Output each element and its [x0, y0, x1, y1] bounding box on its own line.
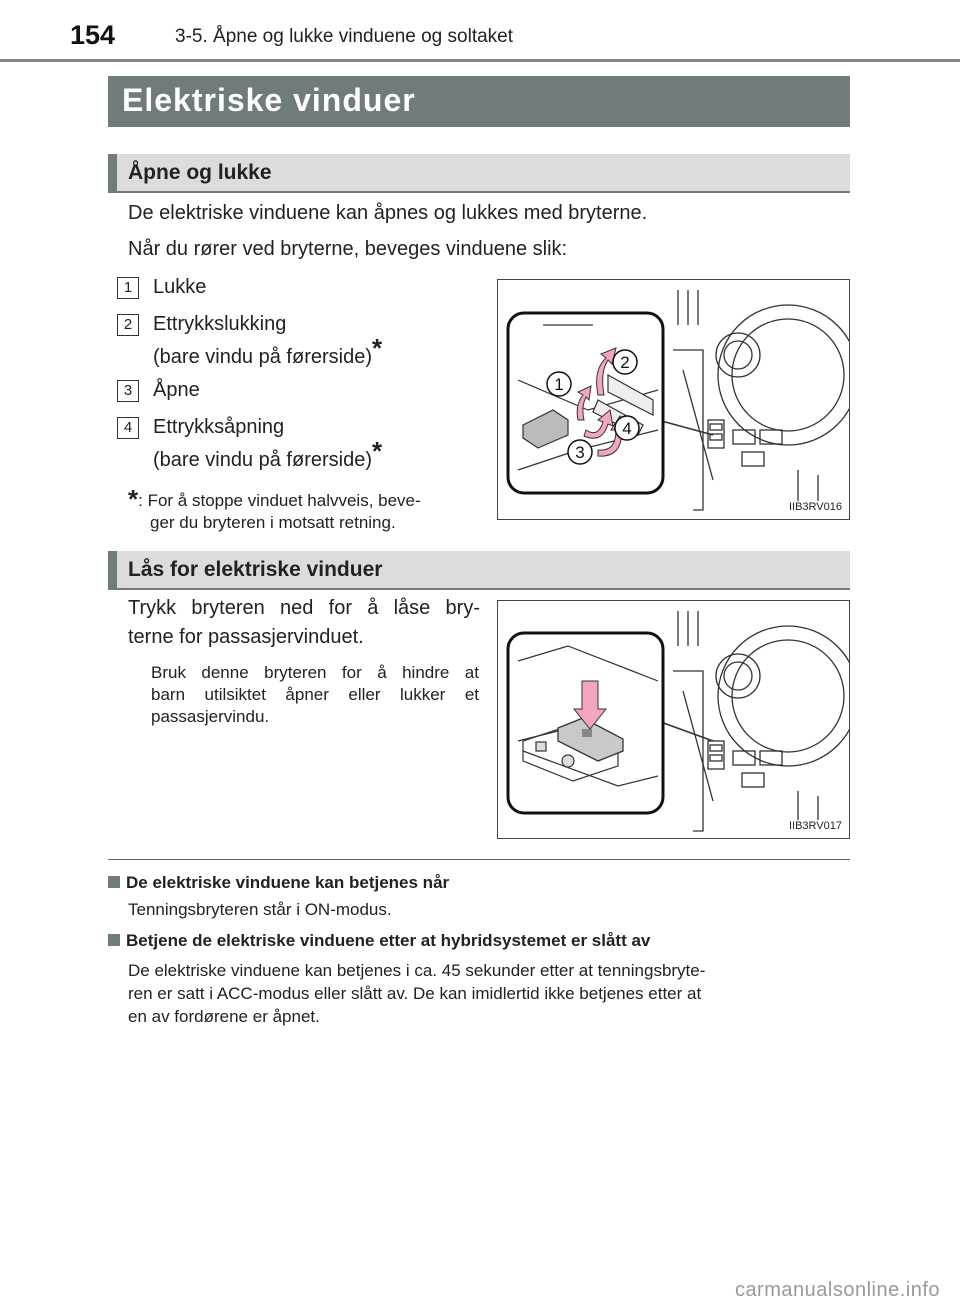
item-number-3: 3 [117, 380, 139, 402]
figure-window-switches [497, 279, 850, 520]
note-1-heading [108, 873, 449, 893]
figure-label-2: 2 [620, 353, 630, 372]
page-number: 154 [70, 20, 116, 50]
figure-label-3: 3 [575, 443, 585, 462]
section2-para-line-2: terne for passasjervinduet. [128, 626, 364, 648]
section2-paragraph [128, 594, 480, 652]
figure-code: IIB3RV016 [788, 501, 842, 513]
note-2-line-3: en av fordørene er åpnet. [128, 1007, 320, 1026]
item-2-text [153, 309, 382, 372]
section2-note [151, 662, 479, 728]
section-heading-label: Lås for elektriske vinduer [128, 558, 383, 581]
bullet-square-icon [108, 876, 120, 888]
window-switch-illustration [498, 280, 850, 520]
note-2-heading-text: Betjene de elektriske vinduene etter at hybridsystemet er slått av [126, 931, 651, 950]
notes-divider [108, 859, 850, 860]
item-3-text [153, 375, 200, 405]
section2-para-line-1: Trykk bryteren ned for å låse bry- [128, 597, 480, 619]
note-1-body [128, 898, 850, 921]
note-2-body [128, 959, 850, 1028]
item-2-label: Ettrykkslukking [153, 313, 287, 335]
item-4-label: Ettrykksåpning [153, 416, 285, 438]
section1-lead: Når du rører ved bryterne, beveges vinduene slik: [128, 238, 568, 260]
figure-window-lock-switch [497, 600, 850, 839]
page-title-bar [108, 76, 850, 127]
section-heading-label: Åpne og lukke [128, 161, 272, 184]
figure-code: IIB3RV017 [788, 820, 842, 832]
asterisk: * [371, 436, 383, 466]
note-1-heading-text: De elektriske vinduene kan betjenes når [126, 873, 450, 892]
section2-note-line-1: Bruk denne bryteren for å hindre at [151, 663, 479, 682]
item-number-4: 4 [117, 417, 139, 439]
item-2-qualifier: (bare vindu på førerside) [153, 346, 372, 368]
item-number-2: 2 [117, 314, 139, 336]
page-header [0, 0, 960, 62]
page-title: Elektriske vinduer [122, 82, 416, 118]
footnote-line-2: ger du bryteren i motsatt retning. [150, 513, 396, 532]
item-1-text [153, 272, 206, 302]
bullet-square-icon [108, 934, 120, 946]
figure-label-4: 4 [622, 419, 632, 438]
item-4-text [153, 412, 382, 475]
item-1-label: Lukke [153, 276, 207, 298]
window-lock-illustration [498, 601, 850, 839]
item-2-sublabel [153, 333, 383, 372]
figure-label-1: 1 [554, 375, 564, 394]
asterisk: * [371, 333, 383, 363]
note-2-heading [108, 931, 650, 951]
section1-intro: De elektriske vinduene kan åpnes og lukkes med bryterne. [128, 202, 648, 224]
footnote-line-1: : For å stoppe vinduet halvveis, beve- [138, 491, 421, 510]
note-2-line-2: ren er satt i ACC-modus eller slått av. De kan imidlertid ikke betjenes etter at [128, 984, 702, 1003]
chapter-title: 3-5. Åpne og lukke vinduene og soltaket [175, 26, 514, 47]
note-2-line-1: De elektriske vinduene kan betjenes i ca. 45 sekunder etter at tenningsbryte- [128, 961, 706, 980]
section2-note-line-3: passasjervindu. [151, 707, 270, 726]
section-heading-window-lock [108, 551, 850, 588]
item-4-qualifier: (bare vindu på førerside) [153, 449, 372, 471]
section2-note-line-2: barn utilsiktet åpner eller lukker et [151, 685, 479, 704]
item-4-sublabel [153, 436, 383, 475]
header-rule [0, 59, 960, 62]
note-1-line-1: Tenningsbryteren står i ON-modus. [128, 900, 392, 919]
item-number-1: 1 [117, 277, 139, 299]
footnote-asterisk: * [128, 484, 139, 514]
item-3-label: Åpne [153, 379, 200, 401]
section-heading-open-close [108, 154, 850, 191]
footnote [128, 486, 478, 534]
watermark: carmanualsonline.info [734, 1279, 940, 1301]
